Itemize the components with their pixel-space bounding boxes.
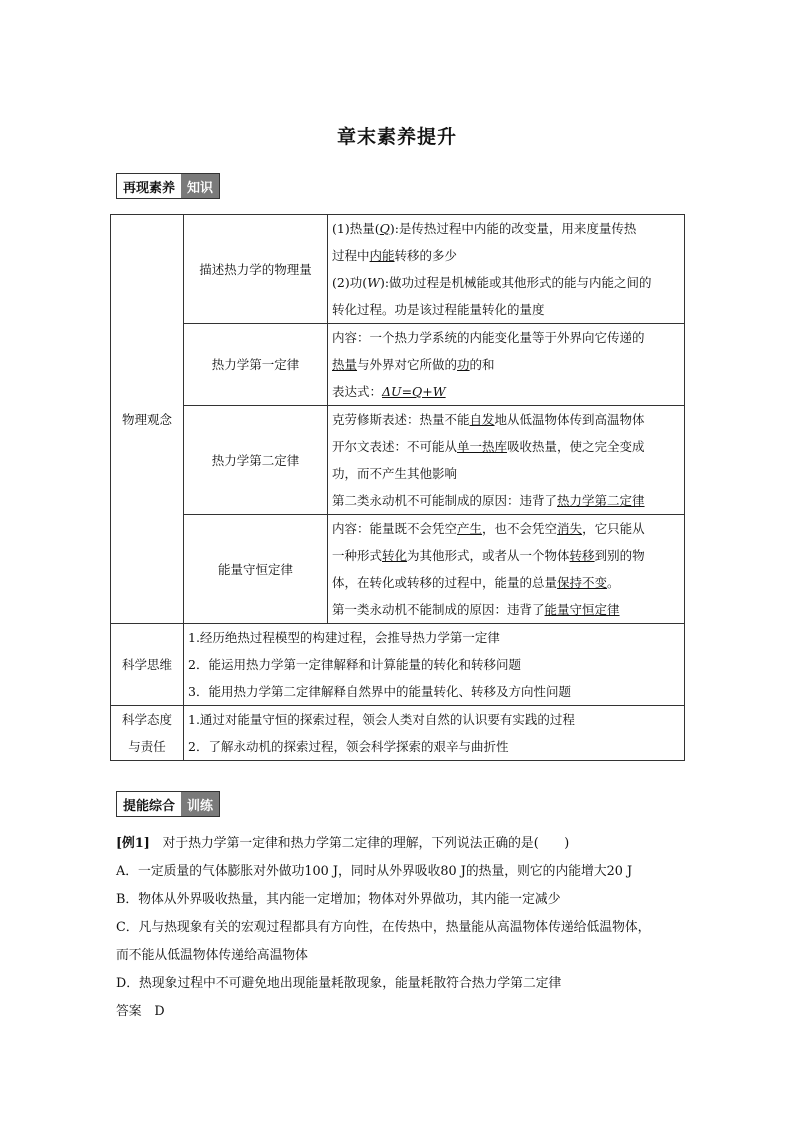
- option-b: B．物体从外界吸收热量，其内能一定增加；物体对外界做功，其内能一定减少: [116, 892, 561, 907]
- list-item: 2．能运用热力学第一定律解释和计算能量的转化和转移问题: [188, 657, 521, 672]
- answer: 答案 D: [116, 1004, 165, 1019]
- section-header-label: 再现素养: [117, 174, 181, 198]
- section-header-training: [116, 791, 220, 817]
- content-cell: [184, 706, 685, 761]
- table-row: [111, 515, 685, 624]
- category-cell: 科学态度 与责任: [111, 706, 184, 761]
- option-c: C．凡与热现象有关的宏观过程都具有方向性，在传热中，热量能从高温物体传递给低温物体，: [116, 920, 651, 935]
- list-item: 2．了解永动机的探索过程，领会科学探索的艰辛与曲折性: [188, 739, 509, 754]
- topic-cell: 能量守恒定律: [184, 515, 328, 624]
- list-item: 1.通过对能量守恒的探索过程，领会人类对自然的认识要有实践的过程: [188, 712, 575, 727]
- topic-cell: 热力学第一定律: [184, 324, 328, 406]
- page-title: 章末素养提升: [336, 126, 457, 148]
- table-row: [111, 624, 685, 706]
- section-header-tag: 训练: [181, 792, 219, 816]
- table-row: [111, 706, 685, 761]
- option-c-continued: 而不能从低温物体传递给高温物体: [116, 948, 308, 963]
- knowledge-table: [110, 214, 685, 761]
- section-header-label: 提能综合: [117, 792, 181, 816]
- table-row: [111, 215, 685, 324]
- question-stem: 对于热力学第一定律和热力学第二定律的理解，下列说法正确的是( ): [162, 836, 570, 851]
- content-cell: 内容：一个热力学系统的内能变化量等于外界向它传递的 热量与外界对它所做的功的和 表达式：ΔU=Q+W: [328, 324, 685, 406]
- topic-cell: 热力学第二定律: [184, 406, 328, 515]
- section-header-knowledge: [116, 173, 220, 199]
- list-item: 1.经历绝热过程模型的构建过程，会推导热力学第一定律: [188, 630, 500, 645]
- table-row: [111, 324, 685, 406]
- option-d: D．热现象过程中不可避免地出现能量耗散现象，能量耗散符合热力学第二定律: [116, 976, 562, 991]
- content-cell: (1)热量(Q):是传热过程中内能的改变量，用来度量传热 过程中内能转移的多少 (2)功(W):做功过程是机械能或其他形式的能与内能之间的 转化过程。功是该过程能量转化的量度: [328, 215, 685, 324]
- category-cell: 科学思维: [111, 624, 184, 706]
- section-header-tag: 知识: [181, 174, 219, 198]
- example-tag: [例1]: [116, 836, 150, 851]
- list-item: 3．能用热力学第二定律解释自然界中的能量转化、转移及方向性问题: [188, 684, 571, 699]
- topic-cell: 描述热力学的物理量: [184, 215, 328, 324]
- content-cell: [184, 624, 685, 706]
- example-question: [116, 830, 686, 1026]
- content-cell: 克劳修斯表述：热量不能自发地从低温物体传到高温物体 开尔文表述：不可能从单一热库吸收热量，使之完全变成 功，而不产生其他影响 第二类永动机不可能制成的原因：违背了热力学第二定律: [328, 406, 685, 515]
- category-cell: 物理观念: [111, 215, 184, 624]
- table-row: [111, 406, 685, 515]
- option-a: A．一定质量的气体膨胀对外做功100 J，同时从外界吸收80 J的热量，则它的内能增大20 J: [116, 864, 633, 879]
- content-cell: 内容：能量既不会凭空产生，也不会凭空消失，它只能从 一种形式转化为其他形式，或者从一个物体转移到别的物 体，在转化或转移的过程中，能量的总量保持不变。 第一类永动机不能制成的原因：违背了能量守恒定律: [328, 515, 685, 624]
